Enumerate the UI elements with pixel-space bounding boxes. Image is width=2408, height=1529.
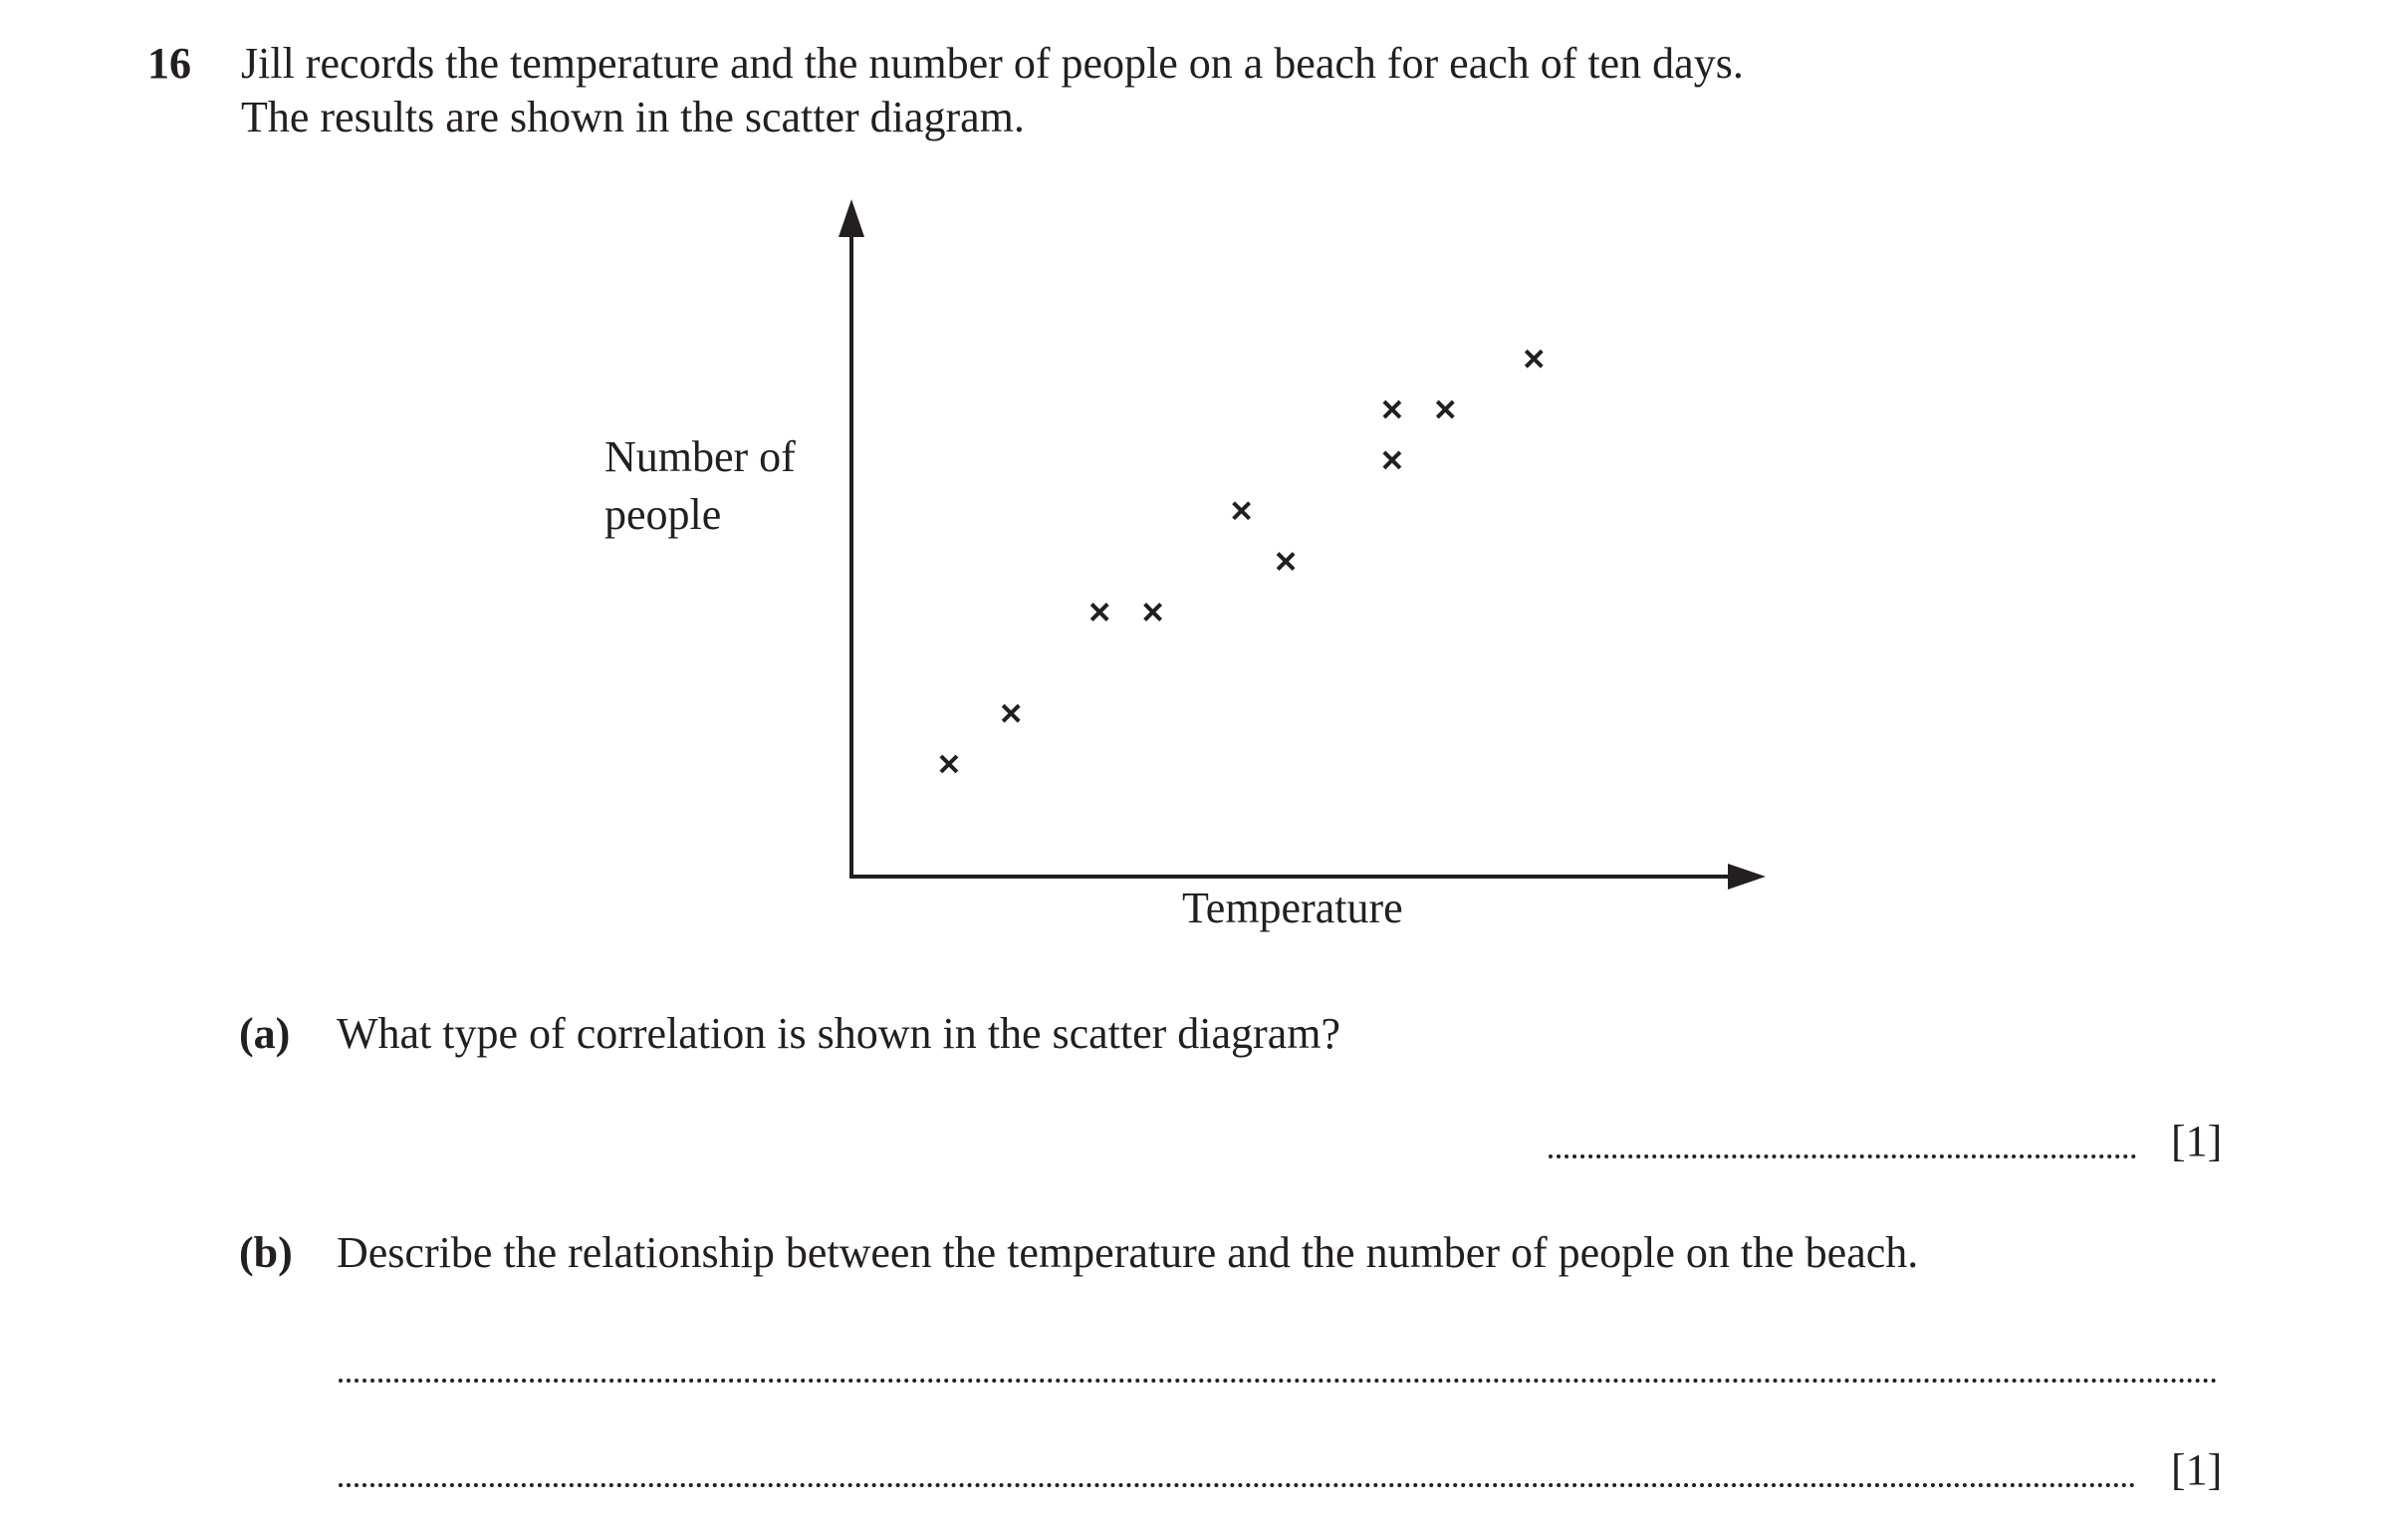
data-point-cross xyxy=(1384,452,1400,468)
x-axis-arrowhead xyxy=(1728,864,1766,890)
part-b-answer-line-2[interactable] xyxy=(339,1449,2136,1487)
part-b-label: (b) xyxy=(239,1228,293,1277)
data-point-cross xyxy=(1145,604,1161,620)
data-points xyxy=(941,351,1542,772)
data-point-cross xyxy=(1003,705,1019,721)
data-point-cross xyxy=(1091,604,1107,620)
part-a-marks: [1] xyxy=(2171,1117,2223,1165)
part-a-answer-line[interactable] xyxy=(1549,1121,2136,1158)
question-number: 16 xyxy=(147,39,191,88)
y-axis-label: Number of people xyxy=(604,432,796,539)
part-a-question: What type of correlation is shown in the scatter diagram? xyxy=(337,1009,1340,1058)
question-stem-line-1: Jill records the temperature and the number of people on a beach for each of ten days. xyxy=(241,39,1744,88)
data-point-cross xyxy=(1384,401,1400,417)
data-point-cross xyxy=(1234,503,1250,519)
part-b-question: Describe the relationship between the temperature and the number of people on the beach. xyxy=(337,1228,1919,1277)
x-axis-label: Temperature xyxy=(1182,884,1403,932)
question-stem-line-2: The results are shown in the scatter diagram. xyxy=(241,93,1025,141)
part-b-answer-line-1[interactable] xyxy=(339,1345,2218,1383)
part-b-marks: [1] xyxy=(2171,1445,2223,1494)
data-point-cross xyxy=(1278,554,1294,570)
y-axis-arrowhead xyxy=(839,199,864,237)
data-point-cross xyxy=(1437,401,1453,417)
chart-axes xyxy=(839,199,1766,890)
part-a-label: (a) xyxy=(239,1009,291,1058)
data-point-cross xyxy=(1526,351,1542,367)
data-point-cross xyxy=(941,756,957,772)
